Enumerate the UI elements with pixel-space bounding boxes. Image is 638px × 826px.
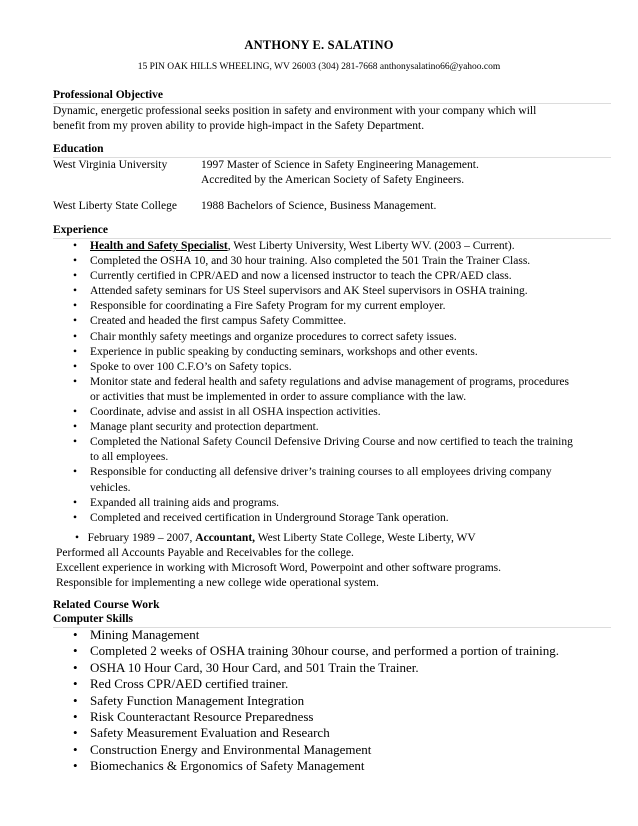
- list-item: [73, 360, 573, 375]
- job-title: Health and Safety Specialist: [90, 240, 228, 252]
- list-item: [73, 239, 573, 254]
- list-item-text: Completed the OSHA 10, and 30 hour training. Also completed the 501 Train the Trainer Class.: [90, 255, 531, 268]
- computer-skills-heading: Computer Skills: [53, 613, 133, 625]
- bullet-icon: •: [73, 240, 78, 252]
- bullet-icon: •: [73, 421, 78, 434]
- education-school: West Liberty State College: [53, 200, 177, 212]
- education-accreditation: Accredited by the American Society of Safety Engineers.: [201, 174, 465, 186]
- list-item-text: Attended safety seminars for US Steel supervisors and AK Steel supervisors in OSHA training.: [90, 285, 528, 298]
- bullet-icon: •: [73, 692, 78, 708]
- bullet-icon: •: [73, 300, 78, 313]
- objective-line: benefit from my proven ability to provide high-impact in the Safety Department.: [53, 120, 425, 132]
- job-entry-accountant: [75, 531, 476, 546]
- job-duty-line: Excellent experience in working with Microsoft Word, Powerpoint and other software programs.: [56, 562, 502, 574]
- list-item: [73, 709, 593, 725]
- list-item-text: Monitor state and federal health and safety regulations and advise management of programs, procedures or activities that must be implemented in order to assure compliance with the law.: [90, 375, 569, 403]
- job-details: West Liberty State College, Weste Liberty, WV: [255, 532, 476, 544]
- bullet-icon: •: [73, 436, 78, 449]
- job-duty-line: Responsible for implementing a new college wide operational system.: [56, 577, 379, 589]
- bullet-icon: •: [73, 285, 78, 298]
- list-item: [73, 660, 593, 676]
- bullet-icon: •: [73, 758, 78, 774]
- bullet-icon: •: [73, 315, 78, 328]
- education-degree: 1988 Bachelors of Science, Business Management.: [201, 200, 437, 212]
- list-item: [73, 345, 573, 360]
- bullet-icon: •: [73, 511, 78, 524]
- list-item-text: Red Cross CPR/AED certified trainer.: [90, 676, 289, 692]
- list-item-text: Experience in public speaking by conducting seminars, workshops and other events.: [90, 345, 478, 358]
- job-duty-line: Performed all Accounts Payable and Receivables for the college.: [56, 547, 354, 559]
- list-item: [73, 676, 593, 692]
- list-item-text: Coordinate, advise and assist in all OSHA inspection activities.: [90, 406, 381, 419]
- list-item-text: OSHA 10 Hour Card, 30 Hour Card, and 501 Train the Trainer.: [90, 659, 419, 675]
- list-item: [73, 627, 593, 643]
- list-item-text: Safety Function Management Integration: [90, 692, 305, 708]
- list-item-text: Responsible for conducting all defensive driver’s training courses to all employees driving company vehicles.: [90, 466, 552, 494]
- list-item: [73, 420, 573, 435]
- objective-line: Dynamic, energetic professional seeks position in safety and environment with your company which will: [53, 105, 537, 117]
- list-item-text: Expanded all training aids and programs.: [90, 496, 280, 509]
- list-item: [73, 643, 593, 659]
- list-item-text: Risk Counteractant Resource Preparedness: [90, 709, 314, 725]
- experience-heading: Experience: [53, 224, 108, 236]
- list-item: [73, 284, 573, 299]
- list-item: [73, 758, 593, 774]
- list-item: [73, 496, 573, 511]
- bullet-icon: •: [73, 330, 78, 343]
- list-item-text: Construction Energy and Environmental Management: [90, 741, 372, 757]
- bullet-icon: •: [73, 725, 78, 741]
- bullet-icon: •: [73, 709, 78, 725]
- list-item: [73, 375, 573, 405]
- job-details: , West Liberty University, West Liberty WV. (2003 – Current).: [227, 240, 515, 252]
- bullet-icon: •: [73, 676, 78, 692]
- coursework-heading: Related Course Work: [53, 599, 160, 611]
- list-item: [73, 314, 573, 329]
- list-item: [73, 299, 573, 314]
- bullet-icon: •: [73, 659, 78, 675]
- list-item: [73, 742, 593, 758]
- list-item: [73, 330, 573, 345]
- bullet-icon: •: [73, 375, 78, 388]
- bullet-icon: •: [75, 532, 80, 544]
- coursework-list: [73, 627, 593, 775]
- list-item-text: Completed 2 weeks of OSHA training 30hour course, and performed a portion of training.: [90, 643, 559, 659]
- experience-list: [73, 239, 573, 526]
- list-item-text: Currently certified in CPR/AED and now a licensed instructor to teach the CPR/AED class.: [90, 270, 512, 283]
- bullet-icon: •: [73, 255, 78, 268]
- education-school: West Virginia University: [53, 159, 168, 171]
- list-item-text: Created and headed the first campus Safety Committee.: [90, 315, 347, 328]
- objective-heading: Professional Objective: [53, 89, 163, 101]
- bullet-icon: •: [73, 741, 78, 757]
- list-item: [73, 465, 573, 495]
- bullet-icon: •: [73, 643, 78, 659]
- candidate-name: ANTHONY E. SALATINO: [244, 38, 394, 52]
- list-item: [73, 269, 573, 284]
- list-item-text: Completed the National Safety Council Defensive Driving Course and now certified to teach the training to all employees.: [90, 436, 573, 464]
- list-item: [73, 693, 593, 709]
- list-item-text: Biomechanics & Ergonomics of Safety Management: [90, 758, 365, 774]
- contact-info: 15 PIN OAK HILLS WHEELING, WV 26003 (304) 281-7668 anthonysalatino66@yahoo.com: [137, 62, 501, 72]
- bullet-icon: •: [73, 360, 78, 373]
- list-item: [73, 725, 593, 741]
- list-item-text: Safety Measurement Evaluation and Research: [90, 725, 330, 741]
- list-item-text: Spoke to over 100 C.F.O’s on Safety topics.: [90, 360, 292, 373]
- objective-text: [53, 104, 613, 134]
- bullet-icon: •: [73, 270, 78, 283]
- education-detail: [201, 158, 479, 188]
- list-item-text: Mining Management: [90, 627, 200, 642]
- bullet-icon: •: [73, 406, 78, 419]
- list-item: [73, 405, 573, 420]
- list-item: [73, 511, 573, 526]
- list-item-text: Chair monthly safety meetings and organize procedures to correct safety issues.: [90, 330, 457, 343]
- education-degree: 1997 Master of Science in Safety Engineering Management.: [201, 159, 479, 171]
- education-heading: Education: [53, 143, 104, 155]
- list-item-text: Responsible for coordinating a Fire Safety Program for my current employer.: [90, 300, 446, 313]
- list-item: [73, 435, 573, 465]
- bullet-icon: •: [73, 345, 78, 358]
- list-item-text: Manage plant security and protection department.: [90, 421, 319, 434]
- list-item: [73, 254, 573, 269]
- list-item-text: Completed and received certification in Underground Storage Tank operation.: [90, 511, 449, 524]
- bullet-icon: •: [73, 496, 78, 509]
- bullet-icon: •: [73, 627, 78, 642]
- job-dates: February 1989 – 2007,: [87, 532, 196, 544]
- bullet-icon: •: [73, 466, 78, 479]
- job-title: Accountant,: [195, 532, 256, 544]
